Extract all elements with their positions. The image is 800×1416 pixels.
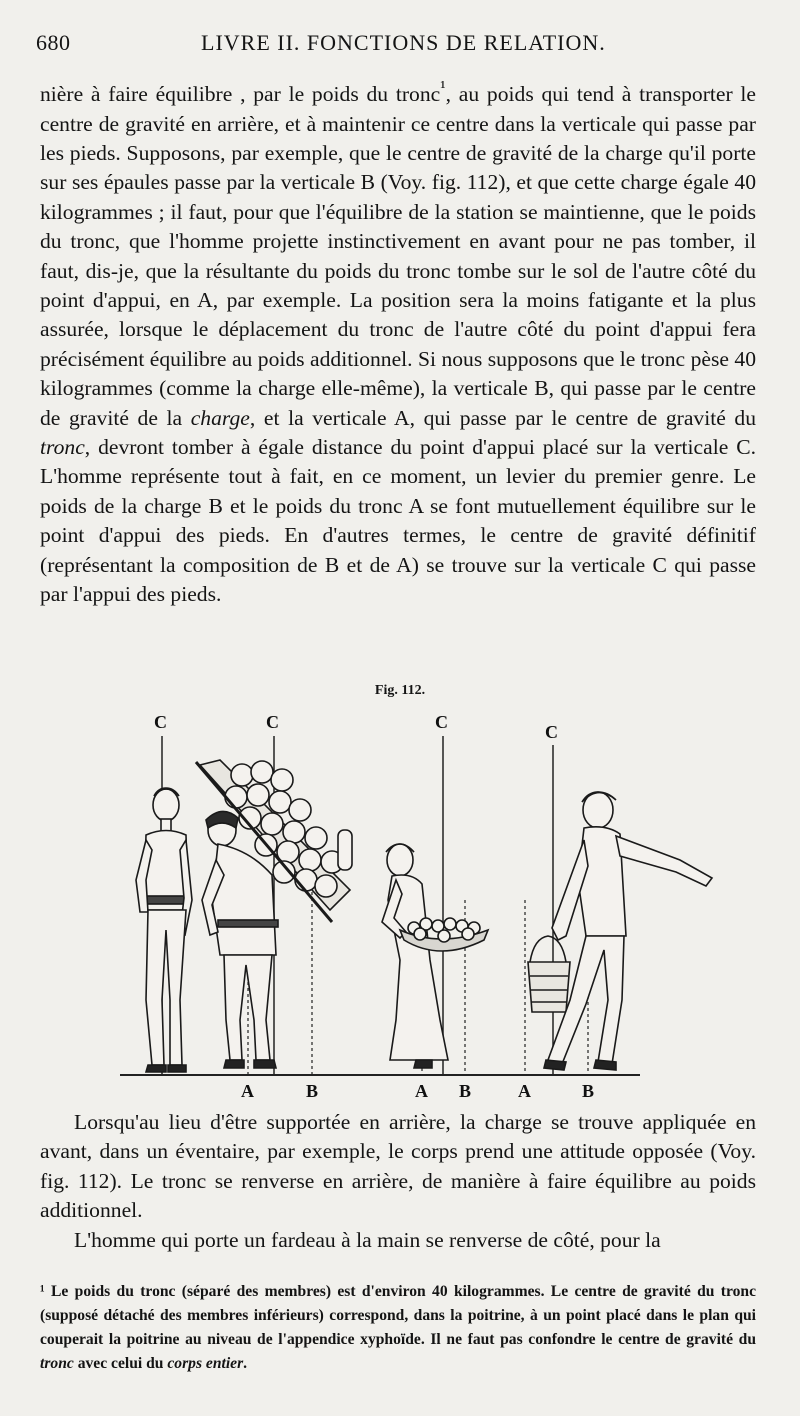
running-title: LIVRE II. FONCTIONS DE RELATION.	[201, 30, 606, 55]
label-a2: A	[415, 1081, 428, 1100]
label-b2: B	[459, 1081, 472, 1100]
running-head	[36, 30, 756, 60]
footnote-mark: ¹	[40, 1283, 45, 1300]
text-run: nière à faire équilibre , par le poids du tronc	[40, 82, 441, 107]
label-b1: B	[306, 1081, 319, 1100]
man-with-basket-figure	[528, 792, 712, 1070]
emphasis-charge: charge	[190, 405, 250, 430]
body-paragraph-1	[40, 73, 756, 610]
text-run: , au poids qui tend à transporter le centre de gravité en arrière, et à maintenir ce centre dans la verticale qui passe par les pieds. Supposons, par exemple, que le centre de gravité de la charge qu'il porte sur ses épaules passe par la verticale B (Voy. fig. 112), et que cette charge égale 40 kilogrammes ; il faut, pour que l'équilibre de la station se maintienne, que le poids du tronc, que l'homme projette instinctivement en avant pour ne pas tomber, il faut, dis-je, que la résultante du poids du tronc tombe sur le sol de l'autre côté du point d'appui, en A, par exemple. La position sera la moins fatigante et la plus assurée, lorsque le déplacement du tronc de l'autre côté du point d'appui fera précisément équilibre au poids additionnel. Si nous supposons que le tronc pèse 40 kilogrammes (comme la charge elle-même), la verticale B, qui passe par le centre de gravité de la	[40, 82, 757, 430]
label-c1: C	[154, 712, 167, 732]
standing-man-figure	[136, 788, 192, 1072]
emphasis-tronc: tronc	[40, 435, 85, 460]
basket	[528, 936, 570, 1012]
footnote-reference[interactable]: ¹	[440, 77, 446, 97]
text-run: , devront tomber à égale distance du point d'appui placé sur la verticale C. L'homme représente tout à fait, en ce moment, un levier du premier genre. Le poids de la charge B et le poids du tronc A se font mutuellement équilibre sur le point d'appui des pieds. En d'autres termes, le centre de gravité définitif (représentant la composition de B et de A) se trouve sur la verticale C qui passe par l'appui des pieds.	[40, 435, 756, 607]
label-c3: C	[435, 712, 448, 732]
figure-caption: Fig. 112.	[374, 683, 426, 698]
label-c2: C	[266, 712, 279, 732]
label-c4: C	[545, 722, 558, 742]
figure-112-illustration	[100, 700, 740, 1100]
body-paragraphs-2-3	[40, 1108, 756, 1255]
footnote-text: .	[243, 1355, 248, 1372]
woman-with-tray-figure	[382, 844, 488, 1068]
body-paragraph-3: L'homme qui porte un fardeau à la main se renverse de côté, pour la	[74, 1227, 661, 1252]
footnote-text: avec celui du	[73, 1355, 168, 1372]
footnote-emphasis-corps-entier: corps entier	[167, 1355, 244, 1372]
body-paragraph-2: Lorsqu'au lieu d'être supportée en arrière, la charge se trouve appliquée en avant, dans un éventaire, par exemple, le corps prend une attitude opposée (Voy. fig. 112). Le tronc se renverse en arrière, de manière à faire équilibre au poids additionnel.	[40, 1110, 756, 1223]
page-number: 680	[36, 30, 71, 55]
label-a3: A	[518, 1081, 531, 1100]
text-run: , et la verticale A, qui passe par le centre de gravité du	[249, 405, 756, 430]
label-a1: A	[241, 1081, 254, 1100]
footnote	[40, 1280, 756, 1376]
footnote-emphasis-tronc: tronc	[40, 1355, 74, 1372]
footnote-text: Le poids du tronc (séparé des membres) est d'environ 40 kilogrammes. Le centre de gravité du tronc (supposé détaché des membres inférieurs) correspond, dans la poitrine, à un point placé dans le plan qui couperait la poitrine au niveau de l'appendice xyphoïde. Il ne faut pas confondre le centre de gravité du	[40, 1283, 756, 1348]
label-b3: B	[582, 1081, 595, 1100]
